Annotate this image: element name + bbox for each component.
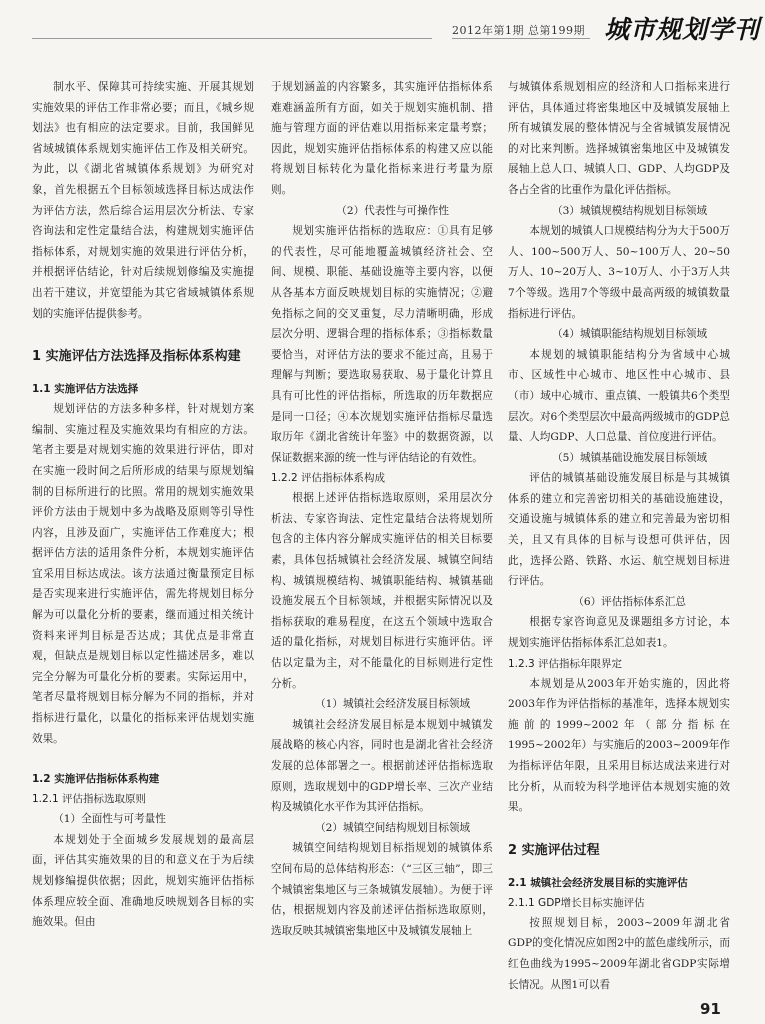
section-heading-1-2-3: 1.2.3 评估指标年限界定 xyxy=(508,657,623,670)
subheading: （5）城镇基础设施发展目标领域 xyxy=(552,451,708,464)
journal-logo: 城市规划学刊 xyxy=(604,15,761,44)
section-heading-1-1: 1.1 实施评估方法选择 xyxy=(32,383,139,396)
section-heading-2: 2 实施评估过程 xyxy=(508,842,600,858)
section-heading-2-1: 2.1 城镇社会经济发展目标的实施评估 xyxy=(508,876,688,889)
paragraph: 根据上述评估指标选取原则，采用层次分析法、专家咨询法、定性定量结合法将规划所包含的主体内容分解成实施评估的相关目标要素，具体包括城镇社会经济发展、城镇空间结构、城镇规模结构、城镇职能结构、城镇基础设施发展五个目标领域，并根据实际情况以及指标获取的难易程度，在这五个领域中选取合适的量化指标，对规划目标进行实施评估。评估以定量为主，对不能量化的目标则进行定性分析。 xyxy=(271,492,493,690)
paragraph: 本规划处于全面城乡发展规划的最高层面，评估其实施效果的目的和意义在于为后续规划修编提供依据；因此，规划实施评估指标体系理应较全面、准确地反映规划各目标的实施效果。但由 xyxy=(32,833,254,929)
subheading: （6）评估指标体系汇总 xyxy=(573,595,686,608)
section-heading-1-2-2: 1.2.2 评估指标体系构成 xyxy=(271,472,386,485)
page-number: 91 xyxy=(700,1000,721,1018)
paragraph: 制水平、保障其可持续实施、开展其规划实施效果的评估工作非常必要；而且，《城乡规划法》也有相应的法定要求。目前，我国鲜见省域城镇体系规划实施评估工作及相关研究。为此，以《湖北省城镇体系规划》为研究对象，首先根据五个目标领域选择目标达成法作为评估方法，然后综合运用层次分析法、专家咨询法和定性定量结合法，构建规划实施评估指标体系，对规划实施的效果进行评估分析，并根据评估结论，针对后续规划修编及实施提出若干建议，并宽望能为其它省域城镇体系规划的实施评估提供参考。 xyxy=(32,81,254,320)
subheading: （2）代表性与可操作性 xyxy=(336,204,449,217)
paragraph: 本规划的城镇人口规模结构分为大于500万人、100~500万人、50~100万人、20~50万人、10~20万人、3~10万人、小于3万人共7个等级。选用7个等级中最高两级的城镇数量指标进行评估。 xyxy=(508,225,730,320)
paragraph: 本规划的城镇职能结构分为省域中心城市、区域性中心城市、地区性中心城市、县（市）域中心城市、重点镇、一般镇共6个类型层次。对6个类型层次中最高两级城市的GDP总量、人均GDP、人口总量、首位度进行评估。 xyxy=(508,348,730,444)
paragraph: 城镇空间结构规划目标指规划的城镇体系空间布局的总体结构形态：（“三区三轴”，即三个城镇密集地区与三条城镇发展轴）。为便于评估，根据规划内容及前述评估指标选取原则，选取反映其城镇密集地区中及城镇发展轴上 xyxy=(271,842,493,937)
paragraph: 规划评估的方法多种多样，针对规划方案编制、实施过程及实施效果均有相应的方法。笔者主要是对规划实施的效果进行评估，即对在实施一段时间之后所形成的结果与原规划编制的目标所进行的比照。常用的规划实施效果评价方法由于规划中多为战略及原则等引导性内容，且涉及面广，实施评估工作难度大；根据评估方法的适用条件分析，本规划实施评估宜采用目标达成法。该方法通过衡量预定目标是否实现来进行实施评估，需先将规划目标分解为可以量化分析的要素，继而通过相关统计资料来评判目标是否达成；其优点是非常直观，但缺点是规划目标以定性描述居多，难以完全分解为可量化分析的要素。实际运用中，笔者尽量将规划目标分解为不同的指标，并对指标进行量化，以量化的指标来评估规划实施效果。 xyxy=(32,403,254,745)
page-header xyxy=(0,0,765,58)
paragraph: 与城镇体系规划相应的经济和人口指标来进行评估，具体通过将密集地区中及城镇发展轴上所有城镇发展的整体情况与全省城镇发展情况的对比来判断。选择城镇密集地区中及城镇发展轴上总人口、城镇人口、GDP、人均GDP及各占全省的比重作为量化评估指标。 xyxy=(508,81,730,196)
section-heading-1-2-1: 1.2.1 评估指标选取原则 xyxy=(32,793,147,806)
column-3 xyxy=(508,77,730,995)
column-1 xyxy=(32,77,254,933)
subheading: （1）城镇社会经济发展目标领域 xyxy=(315,698,471,711)
paragraph: 按照规划目标，2003~2009年湖北省GDP的变化情况应如图2中的蓝色虚线所示，而红色曲线为1995~2009年湖北省GDP实际增长情况。从图1可以看 xyxy=(508,916,730,991)
paragraph: 于规划涵盖的内容繁多，其实施评估指标体系难难涵盖所有方面，如关于规划实施机制、措施与管理方面的评估难以用指标来定量考察；因此，规划实施评估指标体系的构建又应以能将规划目标转化为量化指标来进行考量为原则。 xyxy=(271,81,493,196)
paragraph: 根据专家咨询意见及课题组多方讨论，本规划实施评估指标体系汇总如表1。 xyxy=(508,616,730,650)
header-rule-left xyxy=(32,38,432,39)
paragraph: 城镇社会经济发展目标是本规划中城镇发展战略的核心内容，同时也是湖北省社会经济发展的总体部署之一。根据前述评估指标选取原则，选取规划中的GDP增长率、三次产业结构及城镇化水平作为其评估指标。 xyxy=(271,718,493,814)
subheading: （2）城镇空间结构规划目标领域 xyxy=(315,821,471,834)
section-heading-1-2: 1.2 实施评估指标体系构建 xyxy=(32,773,160,786)
subheading: （4）城镇职能结构规划目标领域 xyxy=(552,328,708,341)
subheading: （3）城镇规模结构规划目标领域 xyxy=(552,204,708,217)
section-heading-1: 1 实施评估方法选择及指标体系构建 xyxy=(32,349,241,365)
column-2 xyxy=(271,77,493,941)
paragraph: 本规划是从2003年开始实施的，因此将2003年作为评估指标的基准年，选择本规划实施前的1999~2002年（部分指标在1995~2002年）与实施后的2003~2009年作为指标评估年限，且采用目标达成法来进行对比分析，从而较为科学地评估本规划实施的效果。 xyxy=(508,677,730,814)
paragraph: 规划实施评估指标的选取应：①具有足够的代表性，尽可能地覆盖城镇经济社会、空间、规模、职能、基础设施等主要内容，以便从各基本方面反映规划目标的实施情况；②避免指标之间的交叉重复，尽力清晰明确，形成层次分明、逻辑合理的指标体系；③指标数量要恰当，对评估方法的要求不能过高，且易于理解与判断；要选取易获取、易于量化计算且具有可比性的评估指标，所选取的历年数据应是同一口径；④本次规划实施评估指标尽量选取历年《湖北省统计年鉴》中的数据资源，以保证数据来源的统一性与评估结论的有效性。 xyxy=(271,225,493,464)
issue-info: 2012年第1期 总第199期 xyxy=(452,24,585,37)
subheading: （1）全面性与可考量性 xyxy=(53,813,166,826)
section-heading-2-1-1: 2.1.1 GDP增长目标实施评估 xyxy=(508,896,645,909)
paragraph: 评估的城镇基础设施发展目标是与其城镇体系的建立和完善密切相关的基础设施建设，交通设施与城镇体系的建立和完善最为密切相关，且又有具体的目标与设想可供评估，因此，选择公路、铁路、水运、航空规划目标进行评估。 xyxy=(508,472,730,588)
header-rule-right xyxy=(452,38,590,39)
